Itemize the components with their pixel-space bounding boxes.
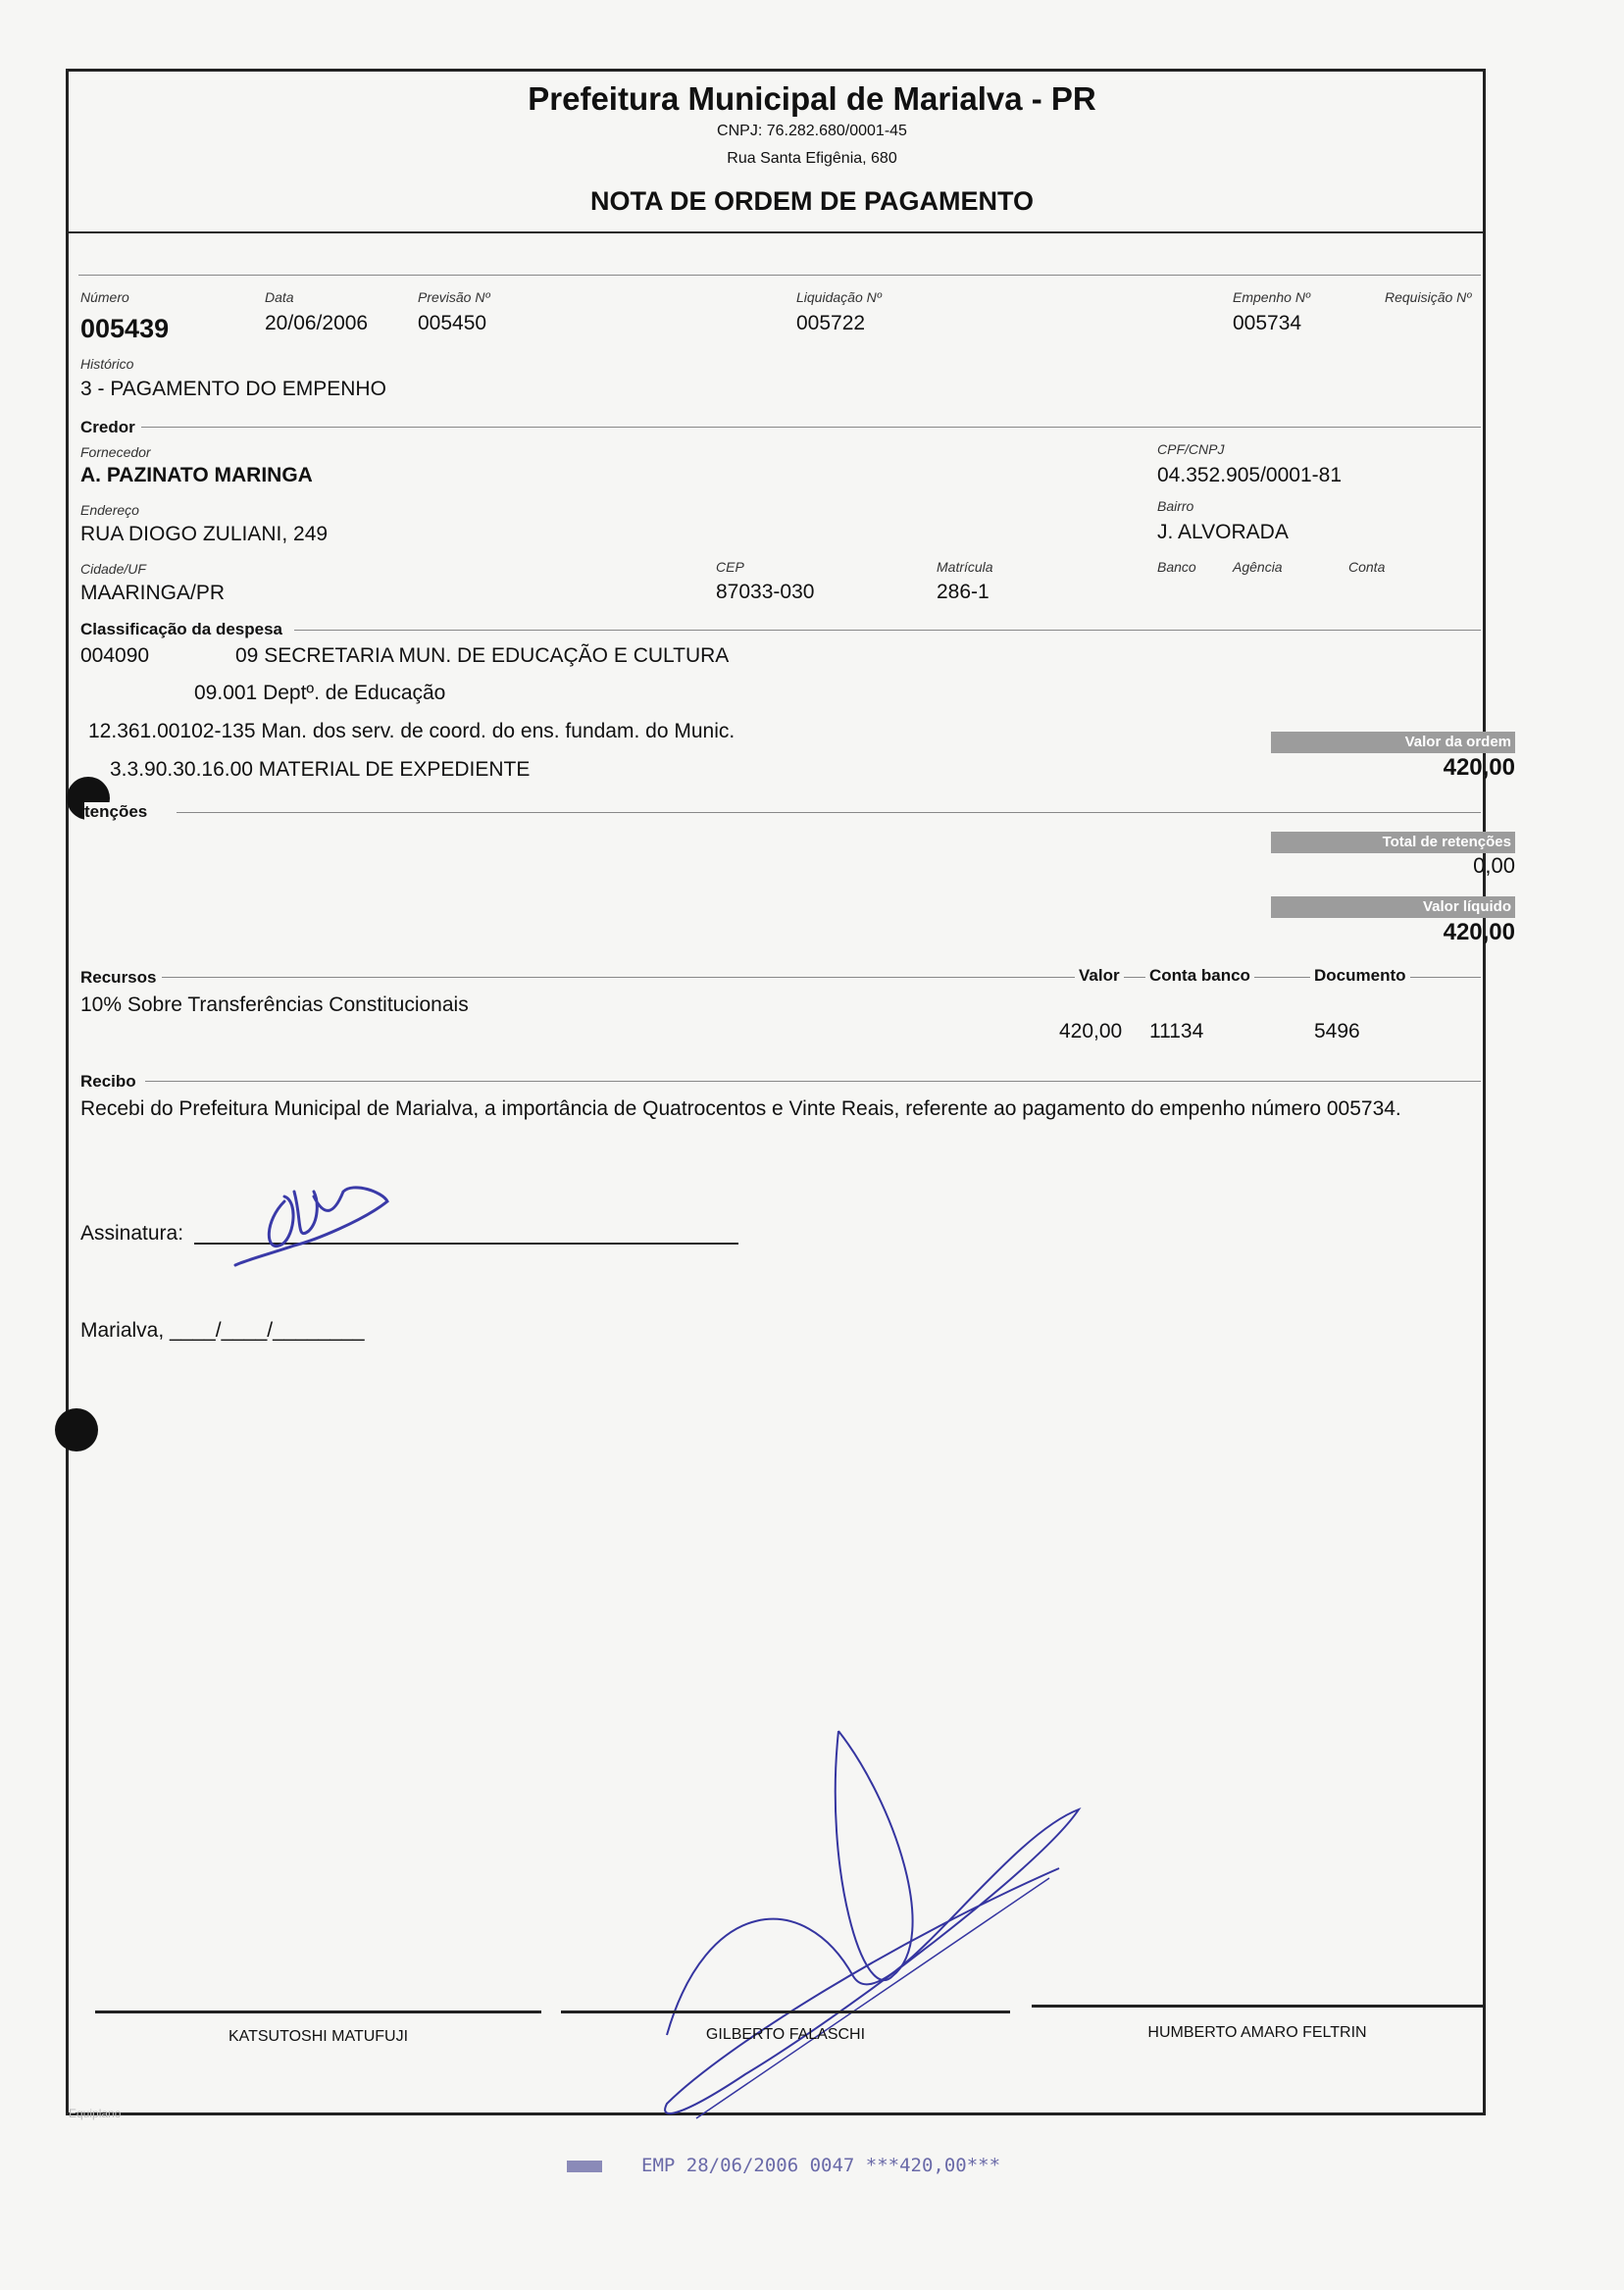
assinatura-label: Assinatura:: [80, 1222, 184, 1245]
conta-label: Conta: [1348, 559, 1386, 575]
header-divider: [66, 231, 1486, 233]
cnpj-text: CNPJ: 76.282.680/0001-45: [717, 123, 907, 139]
valor-ordem-label: Valor da ordem: [1271, 732, 1515, 753]
cpf-label: CPF/CNPJ: [1157, 441, 1225, 457]
empenho-label: Empenho Nº: [1233, 289, 1311, 305]
valor-liquido-label: Valor líquido: [1271, 896, 1515, 918]
payment-stamp: EMP 28/06/2006 0047 ***420,00***: [641, 2155, 1001, 2176]
software-watermark: Equiplano: [69, 2107, 122, 2120]
document-title: NOTA DE ORDEM DE PAGAMENTO: [589, 186, 1034, 216]
bairro-value: J. ALVORADA: [1157, 521, 1289, 543]
handwritten-signature: [647, 1721, 1098, 2133]
historico-value: 3 - PAGAMENTO DO EMPENHO: [80, 378, 386, 400]
banco-label: Banco: [1157, 559, 1196, 575]
classificacao-line3: 12.361.00102-135 Man. dos serv. de coord. do ens. fundam. do Munic.: [88, 720, 736, 742]
empenho-value: 005734: [1233, 312, 1302, 334]
classificacao-line2: 09.001 Deptº. de Educação: [194, 682, 446, 704]
data-label: Data: [265, 289, 294, 305]
recibo-section: Recibo: [80, 1072, 142, 1092]
recursos-section: Recursos: [80, 968, 162, 988]
agencia-label: Agência: [1233, 559, 1283, 575]
address-text: Rua Santa Efigênia, 680: [727, 150, 897, 167]
classificacao-line4: 3.3.90.30.16.00 MATERIAL DE EXPEDIENTE: [110, 758, 531, 781]
recibo-text: Recebi do Prefeitura Municipal de Marialva, a importância de Quatrocentos e Vinte Reais, referente ao pagamento do empenho número 005734.: [80, 1097, 1401, 1120]
total-retencoes-value: 0,00: [1473, 853, 1515, 878]
recursos-documento: 5496: [1314, 1020, 1360, 1043]
valor-liquido-value: 420,00: [1443, 919, 1515, 945]
liquidacao-label: Liquidação Nº: [796, 289, 882, 305]
matricula-label: Matrícula: [937, 559, 993, 575]
fornecedor-label: Fornecedor: [80, 444, 151, 460]
numero-label: Número: [80, 289, 129, 305]
cpf-value: 04.352.905/0001-81: [1157, 464, 1343, 486]
signature-line-1: [95, 2010, 541, 2013]
matricula-value: 286-1: [937, 581, 990, 603]
signature-line-2: [561, 2010, 1010, 2013]
credor-line: [137, 427, 1481, 428]
historico-label: Histórico: [80, 356, 134, 372]
classificacao-line: [294, 630, 1481, 631]
retencoes-section: tenções: [84, 802, 153, 822]
signature-line-3: [1032, 2005, 1483, 2008]
fornecedor-value: A. PAZINATO MARINGA: [80, 464, 313, 486]
stamp-block: [567, 2161, 602, 2172]
data-value: 20/06/2006: [265, 312, 369, 334]
recursos-descricao: 10% Sobre Transferências Constitucionais: [80, 993, 469, 1016]
previsao-label: Previsão Nº: [418, 289, 490, 305]
recursos-conta: 11134: [1149, 1020, 1204, 1043]
liquidacao-value: 005722: [796, 312, 866, 334]
signatory-1: KATSUTOSHI MATUFUJI: [228, 2028, 409, 2045]
previsao-value: 005450: [418, 312, 487, 334]
top-thin-line: [78, 275, 1481, 276]
total-retencoes-label: Total de retenções: [1271, 832, 1515, 853]
requisicao-label: Requisição Nº: [1385, 289, 1472, 305]
initials-signature: [226, 1162, 402, 1280]
cep-label: CEP: [716, 559, 744, 575]
recursos-conta-header: Conta banco: [1145, 966, 1254, 986]
recursos-valor: 420,00: [1059, 1020, 1123, 1043]
signatory-3: HUMBERTO AMARO FELTRIN: [1147, 2024, 1367, 2041]
page-title: Prefeitura Municipal de Marialva - PR: [528, 80, 1096, 117]
classificacao-code: 004090: [80, 644, 150, 667]
recursos-line: [157, 977, 1481, 978]
credor-section: Credor: [80, 418, 141, 437]
cep-value: 87033-030: [716, 581, 815, 603]
classificacao-line1: 09 SECRETARIA MUN. DE EDUCAÇÃO E CULTURA: [235, 644, 730, 667]
punch-hole-mark-lower: [55, 1408, 98, 1451]
endereco-label: Endereço: [80, 502, 139, 518]
numero-value: 005439: [80, 314, 170, 343]
cidade-label: Cidade/UF: [80, 561, 146, 577]
recibo-line: [145, 1081, 1481, 1082]
local-date-line: Marialva, ____/____/________: [80, 1319, 365, 1342]
bairro-label: Bairro: [1157, 498, 1194, 514]
signatory-2: GILBERTO FALASCHI: [705, 2026, 866, 2043]
classificacao-section: Classificação da despesa: [80, 620, 288, 639]
recursos-valor-header: Valor: [1075, 966, 1124, 986]
retencoes-line: [177, 812, 1481, 813]
valor-ordem-value: 420,00: [1443, 754, 1515, 781]
recursos-documento-header: Documento: [1310, 966, 1410, 986]
cidade-value: MAARINGA/PR: [80, 582, 226, 604]
endereco-value: RUA DIOGO ZULIANI, 249: [80, 523, 329, 545]
